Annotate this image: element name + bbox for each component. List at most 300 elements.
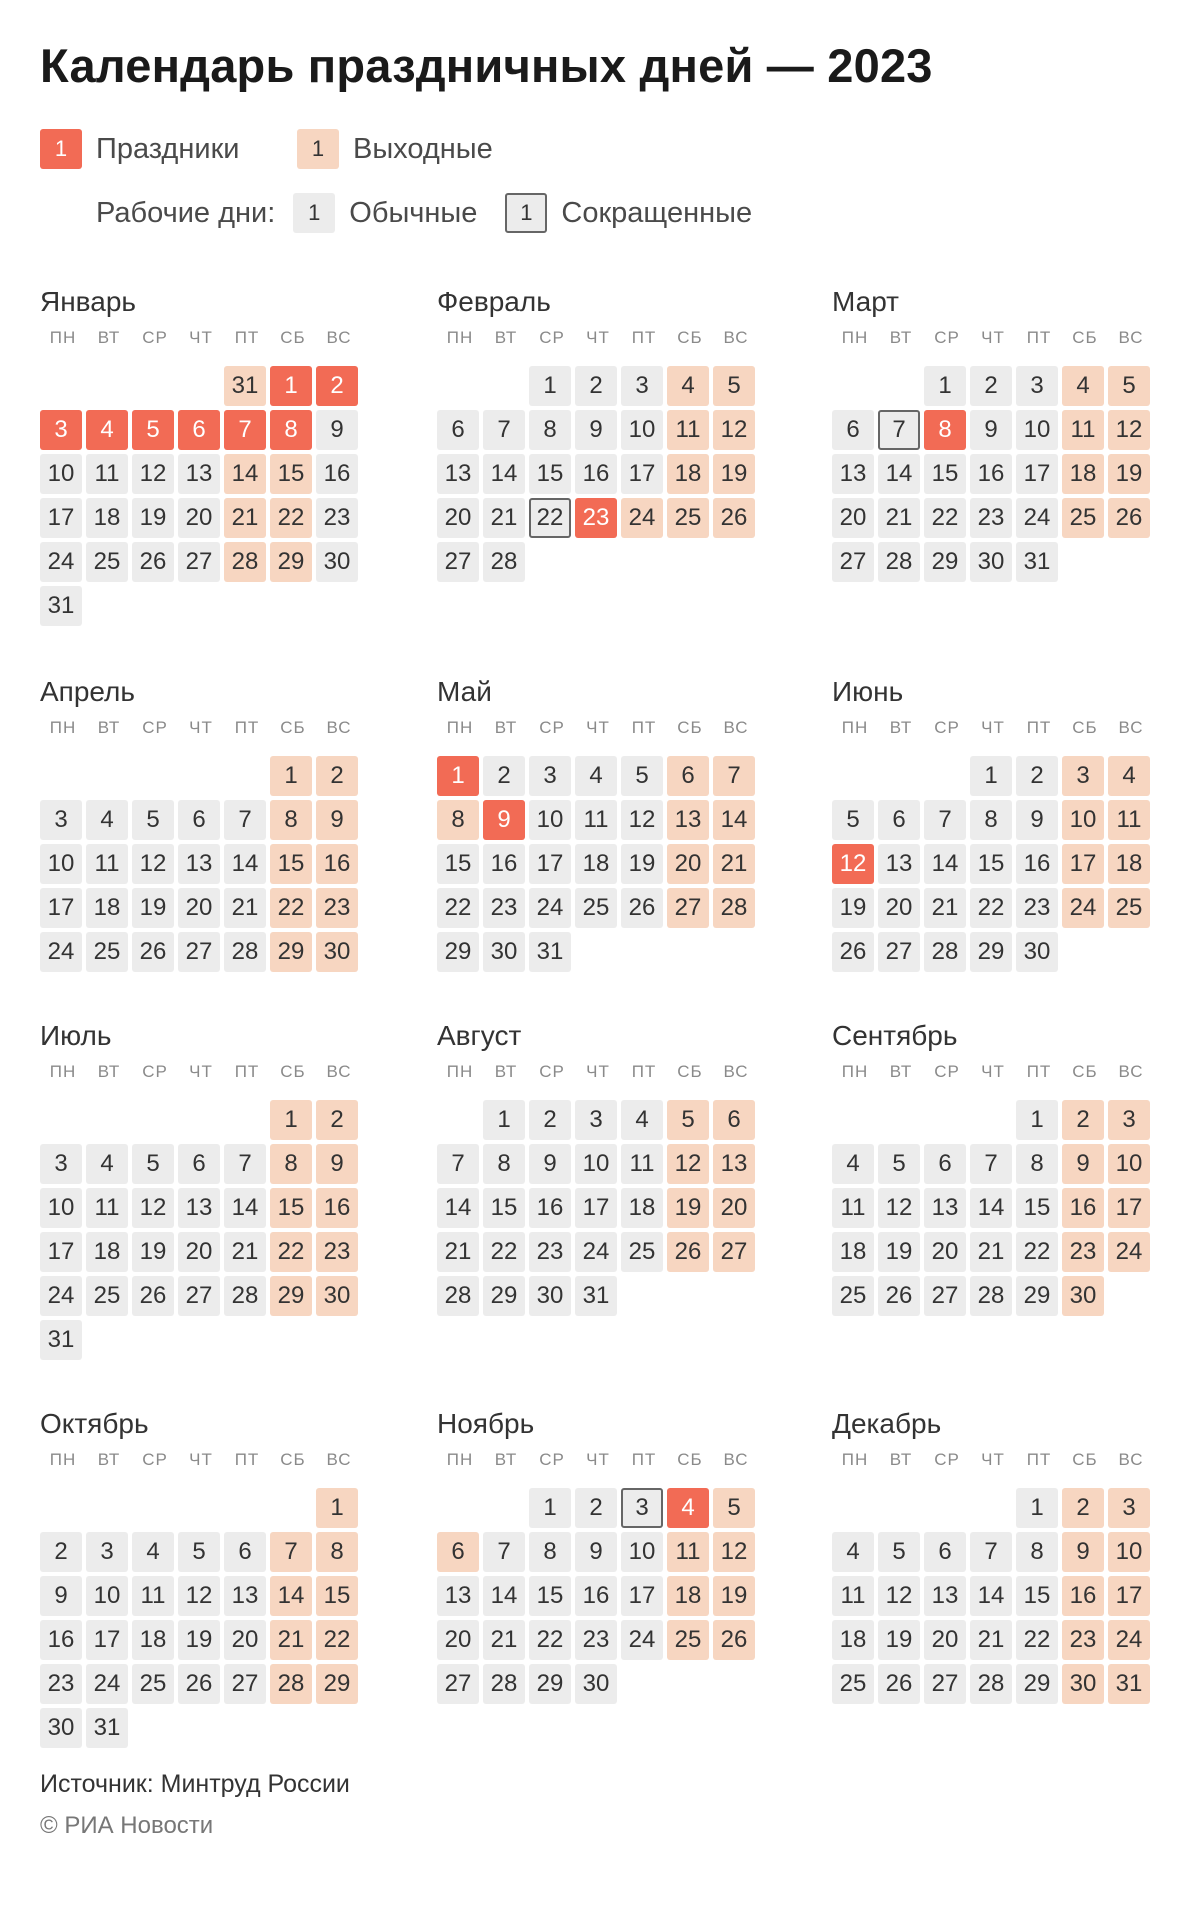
day-cell-weekend: 1 <box>316 1488 358 1528</box>
empty-cell <box>270 1488 312 1528</box>
day-cell-work: 26 <box>132 542 174 582</box>
day-cell-work: 21 <box>224 1232 266 1272</box>
day-cell-weekend: 23 <box>1062 1232 1104 1272</box>
legend-workdays <box>96 191 752 235</box>
day-cell-weekend: 14 <box>224 454 266 494</box>
weekday-header <box>437 1056 757 1088</box>
weekday-label: ПТ <box>631 718 657 737</box>
day-cell-work: 17 <box>40 1232 82 1272</box>
day-cell-weekend: 23 <box>316 888 358 928</box>
day-cell-work: 20 <box>224 1620 266 1660</box>
day-cell-work: 22 <box>1016 1232 1058 1272</box>
day-cell-weekend: 30 <box>316 1276 358 1316</box>
day-cell-weekend: 25 <box>667 498 709 538</box>
day-cell-work: 21 <box>483 498 525 538</box>
day-cell-work: 18 <box>86 888 128 928</box>
day-cell-holiday: 4 <box>86 410 128 450</box>
weekday-label: ВС <box>326 718 352 737</box>
weekday-label: ЧТ <box>981 1450 1005 1469</box>
day-cell-work: 27 <box>437 542 479 582</box>
day-grid <box>832 1488 1152 1704</box>
weekday-label: ВС <box>1118 1062 1144 1081</box>
day-cell-work: 20 <box>924 1620 966 1660</box>
day-cell-work: 15 <box>483 1188 525 1228</box>
legend-holidays <box>40 127 239 171</box>
day-cell-weekend: 10 <box>1108 1144 1150 1184</box>
day-cell-work: 29 <box>529 1664 571 1704</box>
weekday-label: СР <box>539 1450 565 1469</box>
weekday-label: СБ <box>280 718 306 737</box>
day-cell-work: 30 <box>575 1664 617 1704</box>
weekday-label: ПТ <box>1026 328 1052 347</box>
month-calendar <box>832 1404 1152 1704</box>
empty-cell <box>437 1100 479 1140</box>
day-cell-weekend: 21 <box>270 1620 312 1660</box>
weekday-label: ПТ <box>234 328 260 347</box>
day-cell-weekend: 15 <box>316 1576 358 1616</box>
day-cell-work: 16 <box>575 454 617 494</box>
day-cell-work: 26 <box>878 1276 920 1316</box>
day-cell-weekend: 18 <box>1108 844 1150 884</box>
day-cell-work: 31 <box>86 1708 128 1748</box>
day-cell-work: 10 <box>40 844 82 884</box>
day-cell-holiday: 1 <box>270 366 312 406</box>
month-name: Январь <box>40 286 136 317</box>
legend-shortened-label: Сокращенные <box>561 196 753 229</box>
weekday-header <box>40 1056 360 1088</box>
month-name: Февраль <box>437 286 551 317</box>
day-cell-weekend: 15 <box>270 454 312 494</box>
day-cell-work: 28 <box>970 1664 1012 1704</box>
day-cell-weekend: 21 <box>224 498 266 538</box>
day-cell-work: 29 <box>1016 1664 1058 1704</box>
day-cell-work: 10 <box>40 454 82 494</box>
day-cell-work: 6 <box>878 800 920 840</box>
day-cell-work: 19 <box>621 844 663 884</box>
day-cell-weekend: 9 <box>1062 1532 1104 1572</box>
empty-cell <box>970 1100 1012 1140</box>
day-cell-work: 7 <box>970 1532 1012 1572</box>
day-cell-weekend: 19 <box>713 454 755 494</box>
day-cell-work: 14 <box>437 1188 479 1228</box>
weekday-label: СБ <box>1072 718 1098 737</box>
day-cell-work: 10 <box>86 1576 128 1616</box>
day-cell-weekend: 6 <box>667 756 709 796</box>
day-cell-work: 1 <box>1016 1488 1058 1528</box>
weekday-header <box>40 712 360 744</box>
day-cell-weekend: 8 <box>437 800 479 840</box>
day-cell-weekend: 24 <box>621 498 663 538</box>
weekday-label: ВС <box>723 1062 749 1081</box>
day-cell-work: 20 <box>437 498 479 538</box>
day-cell-work: 16 <box>970 454 1012 494</box>
empty-cell <box>178 1488 220 1528</box>
day-cell-weekend: 28 <box>270 1664 312 1704</box>
weekday-header <box>437 322 757 354</box>
day-cell-work: 7 <box>970 1144 1012 1184</box>
day-cell-work: 15 <box>529 1576 571 1616</box>
weekday-label: ВТ <box>889 1062 913 1081</box>
day-cell-work: 10 <box>621 1532 663 1572</box>
day-cell-work: 16 <box>316 454 358 494</box>
day-cell-work: 18 <box>86 498 128 538</box>
day-cell-work: 31 <box>575 1276 617 1316</box>
day-cell-work: 25 <box>132 1664 174 1704</box>
day-cell-work: 6 <box>924 1144 966 1184</box>
day-cell-work: 18 <box>832 1620 874 1660</box>
day-cell-short: 3 <box>621 1488 663 1528</box>
day-cell-weekend: 24 <box>1108 1232 1150 1272</box>
day-cell-work: 7 <box>924 800 966 840</box>
day-cell-work: 12 <box>878 1576 920 1616</box>
empty-cell <box>437 1488 479 1528</box>
day-cell-work: 4 <box>575 756 617 796</box>
day-cell-work: 12 <box>132 454 174 494</box>
day-cell-work: 19 <box>132 1232 174 1272</box>
day-cell-work: 7 <box>483 1532 525 1572</box>
day-cell-work: 21 <box>437 1232 479 1272</box>
day-cell-work: 1 <box>1016 1100 1058 1140</box>
day-cell-work: 10 <box>621 410 663 450</box>
day-cell-work: 17 <box>575 1188 617 1228</box>
month-name: Сентябрь <box>832 1020 958 1051</box>
empty-cell <box>86 1100 128 1140</box>
empty-cell <box>178 366 220 406</box>
day-cell-work: 22 <box>1016 1620 1058 1660</box>
day-cell-holiday: 8 <box>924 410 966 450</box>
day-cell-work: 13 <box>924 1188 966 1228</box>
day-cell-work: 2 <box>575 366 617 406</box>
weekday-label: ПТ <box>1026 1450 1052 1469</box>
day-grid <box>40 1100 360 1360</box>
day-cell-work: 19 <box>132 888 174 928</box>
weekday-label: ПТ <box>631 328 657 347</box>
day-cell-weekend: 7 <box>713 756 755 796</box>
empty-cell <box>924 1488 966 1528</box>
weekday-label: СБ <box>1072 328 1098 347</box>
day-cell-weekend: 11 <box>1108 800 1150 840</box>
day-cell-work: 3 <box>575 1100 617 1140</box>
weekday-label: ВС <box>723 718 749 737</box>
day-cell-work: 24 <box>529 888 571 928</box>
weekday-label: СР <box>539 718 565 737</box>
day-cell-work: 25 <box>575 888 617 928</box>
day-grid <box>832 1100 1152 1316</box>
day-cell-work: 24 <box>40 932 82 972</box>
day-cell-work: 16 <box>529 1188 571 1228</box>
day-cell-weekend: 5 <box>667 1100 709 1140</box>
day-cell-work: 28 <box>224 1276 266 1316</box>
day-cell-weekend: 29 <box>270 932 312 972</box>
day-cell-work: 27 <box>832 542 874 582</box>
weekday-header <box>832 322 1152 354</box>
day-cell-work: 9 <box>529 1144 571 1184</box>
weekday-label: ВТ <box>889 718 913 737</box>
day-cell-weekend: 15 <box>270 844 312 884</box>
day-cell-work: 6 <box>832 410 874 450</box>
day-cell-work: 14 <box>970 1576 1012 1616</box>
day-cell-work: 22 <box>924 498 966 538</box>
empty-cell <box>437 366 479 406</box>
day-cell-work: 18 <box>575 844 617 884</box>
day-cell-weekend: 30 <box>1062 1276 1104 1316</box>
day-grid <box>832 756 1152 972</box>
day-cell-work: 18 <box>621 1188 663 1228</box>
day-cell-work: 7 <box>224 800 266 840</box>
day-cell-work: 24 <box>40 542 82 582</box>
day-cell-work: 6 <box>178 800 220 840</box>
day-cell-work: 25 <box>832 1276 874 1316</box>
empty-cell <box>832 1100 874 1140</box>
weekday-label: ЧТ <box>981 328 1005 347</box>
month-name: Май <box>437 676 492 707</box>
day-cell-weekend: 4 <box>1062 366 1104 406</box>
empty-cell <box>224 1488 266 1528</box>
weekday-label: ПТ <box>1026 718 1052 737</box>
day-cell-weekend: 29 <box>270 1276 312 1316</box>
weekday-label: ПН <box>446 1062 474 1081</box>
day-grid <box>437 1100 757 1316</box>
day-cell-work: 2 <box>1016 756 1058 796</box>
day-cell-work: 23 <box>483 888 525 928</box>
weekday-label: ЧТ <box>189 1062 213 1081</box>
day-cell-work: 30 <box>40 1708 82 1748</box>
weekday-label: ПН <box>49 718 77 737</box>
day-cell-work: 9 <box>970 410 1012 450</box>
weekday-header <box>832 1444 1152 1476</box>
day-cell-weekend: 8 <box>270 1144 312 1184</box>
empty-cell <box>178 756 220 796</box>
weekday-label: ПТ <box>234 1062 260 1081</box>
day-cell-weekend: 16 <box>316 1188 358 1228</box>
empty-cell <box>483 366 525 406</box>
day-cell-work: 20 <box>178 1232 220 1272</box>
empty-cell <box>132 1488 174 1528</box>
weekday-label: ЧТ <box>586 1450 610 1469</box>
day-cell-work: 3 <box>529 756 571 796</box>
day-cell-weekend: 25 <box>1062 498 1104 538</box>
day-cell-work: 26 <box>132 932 174 972</box>
day-cell-work: 25 <box>86 1276 128 1316</box>
day-cell-work: 27 <box>224 1664 266 1704</box>
day-cell-weekend: 14 <box>713 800 755 840</box>
weekday-label: СБ <box>677 1450 703 1469</box>
day-cell-weekend: 28 <box>713 888 755 928</box>
weekday-label: ЧТ <box>189 328 213 347</box>
day-cell-work: 25 <box>86 932 128 972</box>
legend-holidays-label: Праздники <box>96 132 240 165</box>
weekday-label: ВС <box>1118 718 1144 737</box>
day-cell-work: 20 <box>178 498 220 538</box>
weekday-label: ВТ <box>889 328 913 347</box>
day-cell-work: 24 <box>1016 498 1058 538</box>
day-cell-work: 29 <box>483 1276 525 1316</box>
day-cell-weekend: 24 <box>1108 1620 1150 1660</box>
day-cell-weekend: 18 <box>1062 454 1104 494</box>
month-name: Декабрь <box>832 1408 942 1439</box>
weekday-label: СР <box>539 328 565 347</box>
day-cell-work: 3 <box>1016 366 1058 406</box>
day-cell-weekend: 1 <box>270 756 312 796</box>
day-cell-weekend: 10 <box>1062 800 1104 840</box>
day-grid <box>832 366 1152 582</box>
day-cell-weekend: 19 <box>667 1188 709 1228</box>
day-grid <box>437 756 757 972</box>
day-cell-weekend: 6 <box>437 1532 479 1572</box>
day-cell-weekend: 26 <box>713 498 755 538</box>
day-cell-work: 31 <box>40 586 82 626</box>
day-cell-weekend: 16 <box>316 844 358 884</box>
month-calendar <box>437 1404 757 1704</box>
day-cell-work: 30 <box>970 542 1012 582</box>
day-cell-weekend: 26 <box>667 1232 709 1272</box>
day-cell-work: 27 <box>178 542 220 582</box>
weekday-label: ВТ <box>889 1450 913 1469</box>
day-cell-work: 6 <box>224 1532 266 1572</box>
day-cell-work: 29 <box>970 932 1012 972</box>
weekday-header <box>40 1444 360 1476</box>
day-cell-previous-month: 31 <box>224 366 266 406</box>
day-cell-weekend: 3 <box>1108 1100 1150 1140</box>
day-cell-work: 21 <box>924 888 966 928</box>
day-cell-work: 12 <box>178 1576 220 1616</box>
day-cell-weekend: 22 <box>270 888 312 928</box>
weekday-header <box>437 1444 757 1476</box>
empty-cell <box>924 756 966 796</box>
day-cell-work: 11 <box>86 844 128 884</box>
day-cell-work: 27 <box>437 1664 479 1704</box>
weekday-label: ЧТ <box>586 1062 610 1081</box>
day-cell-work: 29 <box>924 542 966 582</box>
day-cell-work: 4 <box>132 1532 174 1572</box>
day-cell-work: 11 <box>86 454 128 494</box>
month-name: Апрель <box>40 676 135 707</box>
weekday-label: ВС <box>723 328 749 347</box>
day-cell-work: 12 <box>132 1188 174 1228</box>
empty-cell <box>224 756 266 796</box>
weekday-label: СР <box>142 1450 168 1469</box>
legend-weekends-label: Выходные <box>353 132 493 165</box>
day-cell-weekend: 5 <box>713 366 755 406</box>
day-cell-work: 21 <box>970 1232 1012 1272</box>
day-grid <box>437 366 757 582</box>
weekday-header <box>832 1056 1152 1088</box>
day-cell-work: 5 <box>621 756 663 796</box>
day-cell-work: 13 <box>832 454 874 494</box>
day-cell-holiday: 8 <box>270 410 312 450</box>
day-cell-work: 17 <box>40 888 82 928</box>
month-calendar <box>40 1016 360 1360</box>
day-cell-weekend: 20 <box>667 844 709 884</box>
legend-regular-swatch: 1 <box>293 193 335 233</box>
weekday-label: СР <box>934 328 960 347</box>
day-cell-work: 23 <box>575 1620 617 1660</box>
weekday-label: ПН <box>841 328 869 347</box>
day-cell-work: 28 <box>878 542 920 582</box>
empty-cell <box>40 1488 82 1528</box>
day-cell-work: 21 <box>878 498 920 538</box>
day-cell-work: 13 <box>437 1576 479 1616</box>
day-cell-weekend: 11 <box>667 1532 709 1572</box>
day-cell-work: 22 <box>970 888 1012 928</box>
day-cell-holiday: 1 <box>437 756 479 796</box>
day-cell-weekend: 16 <box>1062 1188 1104 1228</box>
day-cell-work: 16 <box>1016 844 1058 884</box>
day-cell-work: 4 <box>832 1532 874 1572</box>
day-cell-work: 9 <box>316 410 358 450</box>
day-cell-work: 16 <box>40 1620 82 1660</box>
weekday-label: СР <box>934 1062 960 1081</box>
day-cell-weekend: 1 <box>270 1100 312 1140</box>
day-cell-weekend: 2 <box>1062 1100 1104 1140</box>
month-calendar <box>437 1016 757 1316</box>
day-cell-work: 3 <box>40 1144 82 1184</box>
day-cell-work: 1 <box>970 756 1012 796</box>
day-cell-work: 20 <box>178 888 220 928</box>
day-cell-weekend: 22 <box>316 1620 358 1660</box>
empty-cell <box>132 756 174 796</box>
day-cell-work: 18 <box>132 1620 174 1660</box>
day-cell-work: 26 <box>832 932 874 972</box>
empty-cell <box>970 1488 1012 1528</box>
day-cell-work: 7 <box>224 1144 266 1184</box>
weekday-header <box>40 322 360 354</box>
month-calendar <box>437 672 757 972</box>
day-cell-weekend: 27 <box>667 888 709 928</box>
day-cell-work: 31 <box>1016 542 1058 582</box>
day-cell-work: 11 <box>832 1188 874 1228</box>
weekday-label: ПТ <box>631 1062 657 1081</box>
weekday-label: ПН <box>49 1450 77 1469</box>
day-cell-weekend: 8 <box>270 800 312 840</box>
day-grid <box>437 1488 757 1704</box>
day-cell-work: 20 <box>924 1232 966 1272</box>
day-cell-weekend: 12 <box>713 1532 755 1572</box>
day-cell-work: 20 <box>437 1620 479 1660</box>
day-cell-work: 6 <box>178 1144 220 1184</box>
month-name: Октябрь <box>40 1408 149 1439</box>
weekday-label: ПТ <box>631 1450 657 1469</box>
day-cell-weekend: 26 <box>1108 498 1150 538</box>
day-cell-weekend: 26 <box>713 1620 755 1660</box>
day-grid <box>40 366 360 626</box>
day-cell-work: 21 <box>970 1620 1012 1660</box>
day-cell-holiday: 7 <box>224 410 266 450</box>
weekday-label: СБ <box>1072 1450 1098 1469</box>
day-cell-weekend: 13 <box>667 800 709 840</box>
day-cell-weekend: 19 <box>1108 454 1150 494</box>
weekday-label: СР <box>142 718 168 737</box>
day-cell-weekend: 30 <box>316 932 358 972</box>
day-cell-weekend: 17 <box>1062 844 1104 884</box>
day-cell-work: 15 <box>1016 1576 1058 1616</box>
day-cell-holiday: 4 <box>667 1488 709 1528</box>
weekday-label: ЧТ <box>586 328 610 347</box>
month-name: Март <box>832 286 899 317</box>
day-cell-work: 2 <box>970 366 1012 406</box>
day-cell-work: 31 <box>40 1320 82 1360</box>
month-calendar <box>832 1016 1152 1316</box>
day-cell-work: 17 <box>40 498 82 538</box>
weekday-label: ПН <box>49 328 77 347</box>
day-cell-work: 27 <box>178 932 220 972</box>
weekday-label: ЧТ <box>189 718 213 737</box>
day-cell-work: 23 <box>970 498 1012 538</box>
day-cell-weekend: 23 <box>1062 1620 1104 1660</box>
day-cell-weekend: 5 <box>713 1488 755 1528</box>
weekday-label: СБ <box>677 718 703 737</box>
weekday-label: ПН <box>841 718 869 737</box>
